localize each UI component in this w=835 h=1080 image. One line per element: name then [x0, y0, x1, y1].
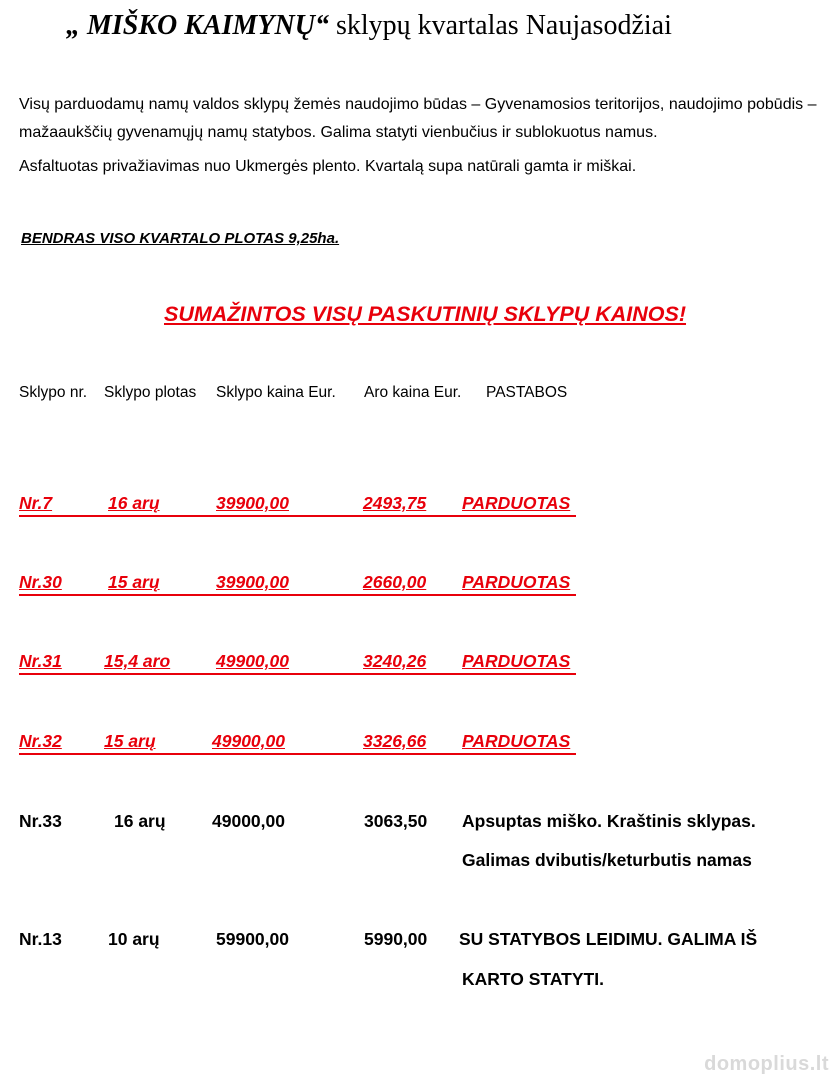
header-plot-area: Sklypo plotas: [104, 384, 197, 401]
row-underline: [19, 594, 576, 596]
are-price: 3063,50: [364, 811, 428, 831]
row-underline: [19, 515, 576, 517]
document-title: [66, 10, 672, 42]
table-row: [0, 929, 835, 959]
watermark: domoplius.lt: [704, 1053, 829, 1075]
plot-notes-continued: Galimas dvibutis/keturbutis namas: [462, 850, 752, 870]
table-row: [0, 493, 835, 523]
title-brand: „ MIŠKO KAIMYNŲ“: [66, 10, 329, 41]
total-area-line: BENDRAS VISO KVARTALO PLOTAS 9,25ha.: [21, 230, 340, 247]
table-row: [0, 731, 835, 761]
plot-price: 49900,00: [212, 731, 285, 751]
plot-area: 16 arų: [114, 811, 166, 831]
are-price: 3326,66: [363, 731, 427, 751]
plot-status: PARDUOTAS: [462, 493, 571, 513]
table-row: [0, 811, 835, 841]
header-plot-price: Sklypo kaina Eur.: [216, 384, 336, 401]
plot-number: Nr.7: [19, 493, 53, 513]
header-are-price: Aro kaina Eur.: [364, 384, 462, 401]
plot-notes-continued: KARTO STATYTI.: [462, 969, 604, 989]
plot-notes: SU STATYBOS LEIDIMU. GALIMA IŠ: [459, 929, 758, 949]
plot-price: 49000,00: [212, 811, 285, 831]
price-reduction-notice: SUMAŽINTOS VISŲ PASKUTINIŲ SKLYPŲ KAINOS!: [164, 302, 687, 326]
plot-area: 15 arų: [108, 572, 160, 592]
are-price: 2660,00: [363, 572, 427, 592]
plot-number: Nr.31: [19, 651, 62, 671]
plot-area: 16 arų: [108, 493, 160, 513]
title-rest: sklypų kvartalas Naujasodžiai: [328, 10, 672, 41]
plot-price: 39900,00: [216, 493, 289, 513]
plot-area: 15 arų: [104, 731, 156, 751]
plot-number: Nr.13: [19, 929, 62, 949]
header-plot-number: Sklypo nr.: [19, 384, 88, 401]
plot-price: 39900,00: [216, 572, 289, 592]
plot-price: 49900,00: [216, 651, 289, 671]
plot-status: PARDUOTAS: [462, 651, 571, 671]
plot-area: 10 arų: [108, 929, 160, 949]
access-paragraph: Asfaltuotas privažiavimas nuo Ukmergės plento. Kvartalą supa natūrali gamta ir miškai.: [19, 158, 637, 175]
plot-status: PARDUOTAS: [462, 572, 571, 592]
plot-area: 15,4 aro: [104, 651, 171, 671]
are-price: 5990,00: [364, 929, 428, 949]
plot-number: Nr.33: [19, 811, 62, 831]
plot-status: PARDUOTAS: [462, 731, 571, 751]
plot-price: 59900,00: [216, 929, 289, 949]
table-row: [0, 651, 835, 681]
plot-notes: Apsuptas miško. Kraštinis sklypas.: [462, 811, 756, 831]
plot-number: Nr.32: [19, 731, 62, 751]
are-price: 2493,75: [363, 493, 427, 513]
description-paragraph: Visų parduodamų namų valdos sklypų žemės naudojimo būdas – Gyvenamosios teritorijos, naudojimo pobūdis – mažaaukščių gyvenamųjų namų statybos. Galima statyti vienbučius ir sublokuotus namus.: [19, 96, 817, 141]
table-row: [0, 572, 835, 602]
plot-number: Nr.30: [19, 572, 62, 592]
are-price: 3240,26: [363, 651, 427, 671]
header-notes: PASTABOS: [486, 384, 568, 401]
row-underline: [19, 673, 576, 675]
row-underline: [19, 753, 576, 755]
